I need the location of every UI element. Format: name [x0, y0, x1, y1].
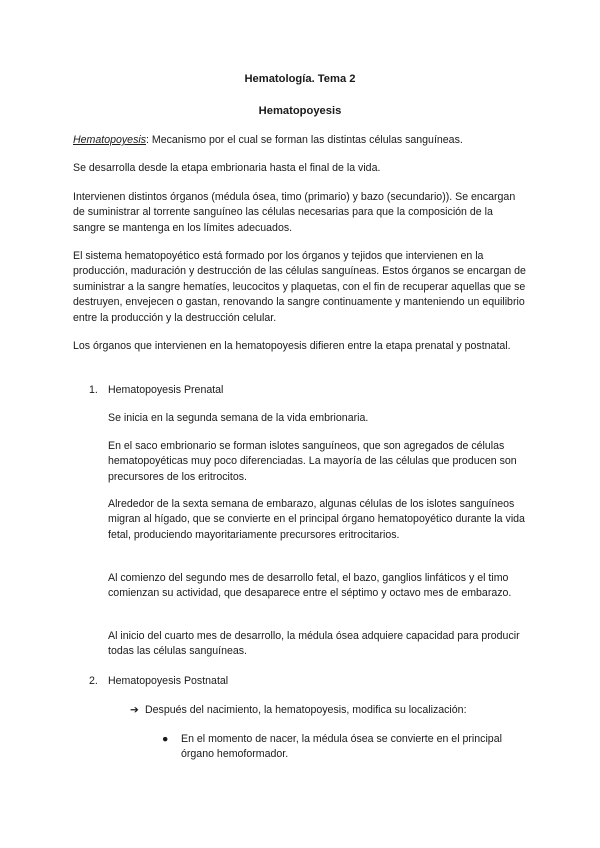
prenatal-paragraph-5: Al inicio del cuarto mes de desarrollo, la médula ósea adquiere capacidad para producir todas las células sanguíneas.	[108, 630, 520, 658]
paragraph-4: Los órganos que intervienen en la hematopoyesis difieren entre la etapa prenatal y postnatal.	[73, 340, 511, 352]
prenatal-paragraph-3: Alrededor de la sexta semana de embarazo, algunas células de los islotes sanguíneos migran al hígado, que se convierte en el principal órgano hematopoyético durante la vida fetal, produciendo mayoritariamente precursores eritrocitarios.	[108, 498, 525, 541]
postnatal-arrow-item	[130, 703, 530, 718]
list-number: 2.	[89, 675, 98, 687]
arrow-right-icon: ➔	[130, 704, 139, 716]
definition-text: : Mecanismo por el cual se forman las distintas células sanguíneas.	[146, 134, 463, 146]
definition-term: Hematopoyesis	[73, 134, 147, 146]
paragraph-1: Se desarrolla desde la etapa embrionaria hasta el final de la vida.	[73, 162, 381, 174]
list-label: Hematopoyesis Prenatal	[108, 384, 224, 396]
list-item-prenatal	[89, 383, 529, 398]
prenatal-paragraph-1: Se inicia en la segunda semana de la vida embrionaria.	[108, 412, 369, 424]
document-title: Hematología. Tema 2	[244, 73, 356, 85]
prenatal-paragraph-4: Al comienzo del segundo mes de desarrollo fetal, el bazo, ganglios linfáticos y el timo comienzan su actividad, que desaparece entre el séptimo y octavo mes de embarazo.	[108, 572, 512, 600]
prenatal-paragraph-2: En el saco embrionario se forman islotes sanguíneos, que son agregados de células hematopoyéticas muy poco diferenciadas. La mayoría de las células que producen son precursores de los eritrocitos.	[108, 440, 517, 483]
section-heading: Hematopoyesis	[258, 105, 342, 117]
paragraph-2: Intervienen distintos órganos (médula ósea, timo (primario) y bazo (secundario)). Se encargan de suministrar al torrente sanguíneo las células necesarias para que la composición de la sangre se mantenga en los límites adecuados.	[73, 191, 516, 234]
list-label: Hematopoyesis Postnatal	[108, 675, 229, 687]
paragraph-3: El sistema hematopoyético está formado por los órganos y tejidos que intervienen en la producción, maduración y destrucción de las células sanguíneas. Estos órganos se encargan de suministrar a la sangre hematíes, leucocitos y plaquetas, con el fin de recuperar aquellas que se destruyen, envejecen o gastan, renovando la sangre continuamente y manteniendo un equilibrio entre la producción y la destrucción celular.	[73, 250, 526, 324]
bullet-icon: ●	[162, 733, 169, 745]
bullet-text: En el momento de nacer, la médula ósea se convierte en el principal órgano hemoformador.	[181, 733, 502, 761]
postnatal-bullet-item	[162, 732, 532, 763]
arrow-item-text: Después del nacimiento, la hematopoyesis, modifica su localización:	[145, 704, 467, 716]
definition-paragraph	[73, 133, 528, 148]
list-number: 1.	[89, 384, 98, 396]
list-item-postnatal	[89, 674, 529, 689]
